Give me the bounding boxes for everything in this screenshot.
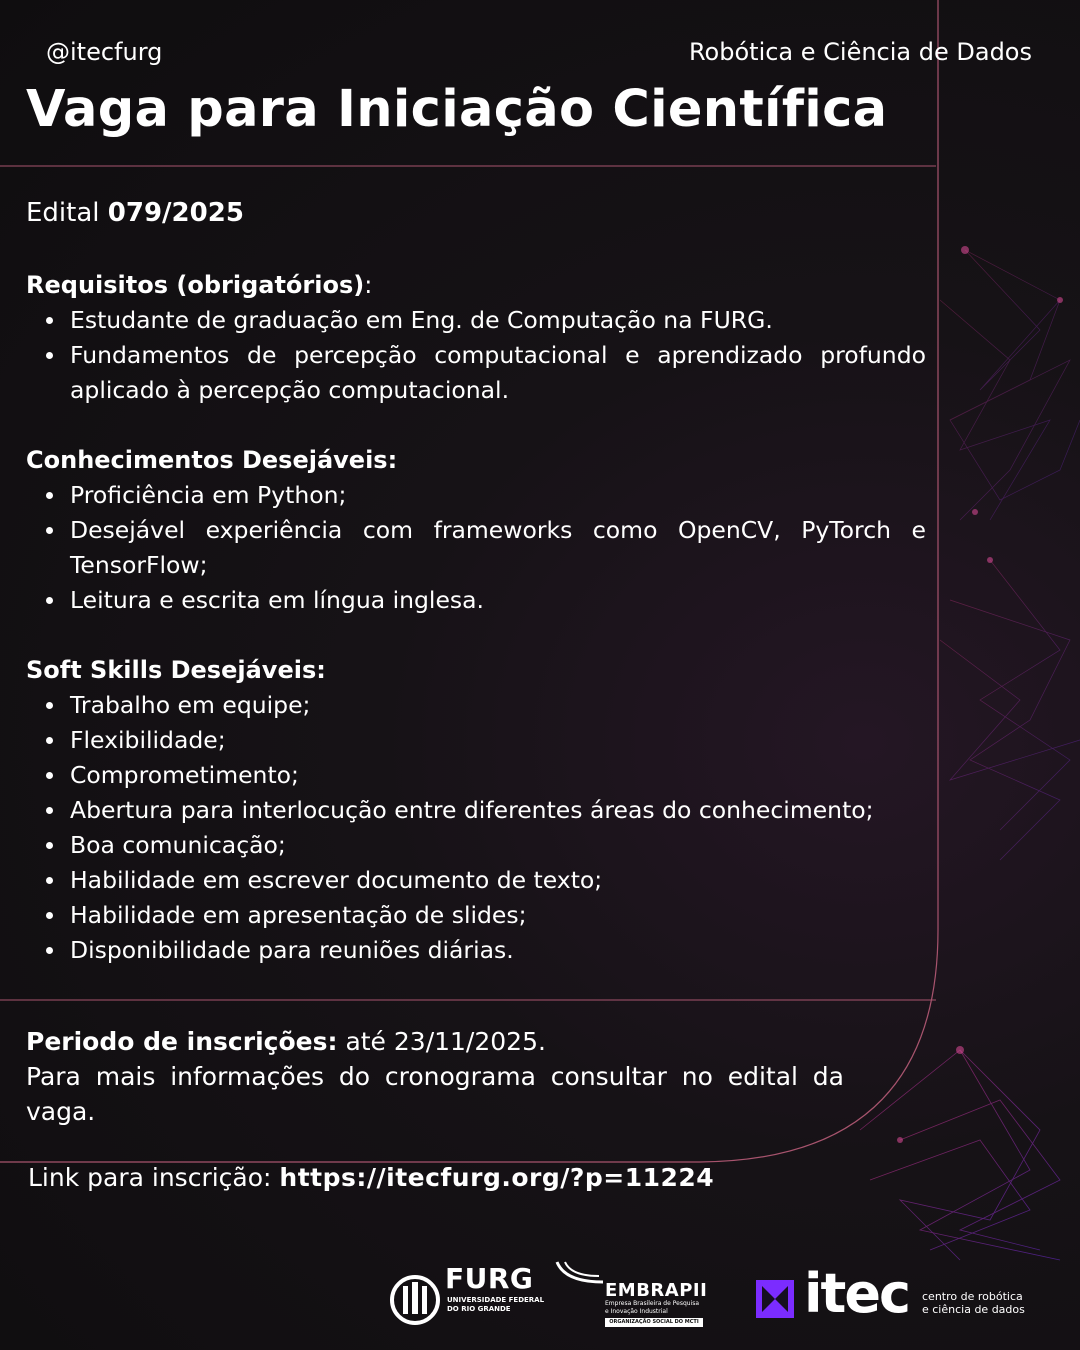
list-item: Habilidade em escrever documento de texto;: [70, 863, 926, 898]
list-item: Leitura e escrita em língua inglesa.: [70, 583, 926, 618]
periodo-label: Periodo de inscrições:: [26, 1027, 338, 1056]
list-item: Disponibilidade para reuniões diárias.: [70, 933, 926, 968]
soft-skills-section: [26, 653, 926, 968]
requisitos-section: [26, 268, 926, 408]
itec-mark-icon: [756, 1280, 794, 1318]
list-item: Estudante de graduação em Eng. de Computação na FURG.: [70, 303, 926, 338]
itec-name: itec: [804, 1262, 909, 1325]
list-item: Desejável experiência com frameworks como OpenCV, PyTorch e TensorFlow;: [70, 513, 926, 583]
network-mesh-top: [940, 250, 1080, 520]
list-item: Comprometimento;: [70, 758, 926, 793]
partner-logos: [390, 1258, 1040, 1330]
list-item: Proficiência em Python;: [70, 478, 926, 513]
list-item: Flexibilidade;: [70, 723, 926, 758]
requisitos-heading: Requisitos (obrigatórios):: [26, 271, 373, 299]
conhecimentos-section: [26, 443, 926, 618]
conhecimentos-heading: Conhecimentos Desejáveis:: [26, 446, 398, 474]
page-title: Vaga para Iniciação Científica: [26, 80, 888, 139]
furg-name: FURG: [445, 1262, 534, 1295]
embrapii-logo: [555, 1258, 708, 1330]
list-item: Trabalho em equipe;: [70, 688, 926, 723]
requisitos-list: [26, 303, 926, 408]
list-item: Fundamentos de percepção computacional e aprendizado profundo aplicado à percepção computacional.: [70, 338, 926, 408]
embrapii-tag: ORGANIZAÇÃO SOCIAL DO MCTI: [605, 1318, 703, 1327]
topic-label: Robótica e Ciência de Dados: [688, 38, 1032, 66]
periodo-block: [26, 1024, 844, 1129]
soft-skills-list: [26, 688, 926, 968]
list-item: Habilidade em apresentação de slides;: [70, 898, 926, 933]
periodo-value: até 23/11/2025.: [345, 1027, 546, 1056]
registration-link[interactable]: https://itecfurg.org/?p=11224: [279, 1163, 715, 1192]
conhecimentos-list: [26, 478, 926, 618]
link-line: [28, 1163, 714, 1192]
furg-subtitle: UNIVERSIDADE FEDERAL DO RIO GRANDE: [447, 1296, 545, 1313]
embrapii-name: EMBRAPII: [605, 1280, 708, 1301]
link-label: Link para inscrição:: [28, 1163, 272, 1192]
soft-skills-heading: Soft Skills Desejáveis:: [26, 656, 326, 684]
list-item: Boa comunicação;: [70, 828, 926, 863]
edital-label: Edital: [26, 198, 100, 228]
instagram-handle: @itecfurg: [46, 38, 163, 66]
network-mesh-bottom: [860, 1050, 1060, 1260]
itec-logo: [756, 1262, 1036, 1328]
edital-line: [26, 198, 244, 228]
edital-number: 079/2025: [107, 198, 244, 228]
furg-emblem-icon: [390, 1272, 440, 1328]
periodo-note: Para mais informações do cronograma consultar no edital da vaga.: [26, 1062, 844, 1126]
itec-subtitle: centro de robótica e ciência de dados: [922, 1290, 1025, 1316]
embrapii-subtitle: Empresa Brasileira de Pesquisa e Inovação Industrial: [605, 1300, 700, 1315]
list-item: Abertura para interlocução entre diferentes áreas do conhecimento;: [70, 793, 926, 828]
network-mesh-middle: [940, 560, 1080, 860]
